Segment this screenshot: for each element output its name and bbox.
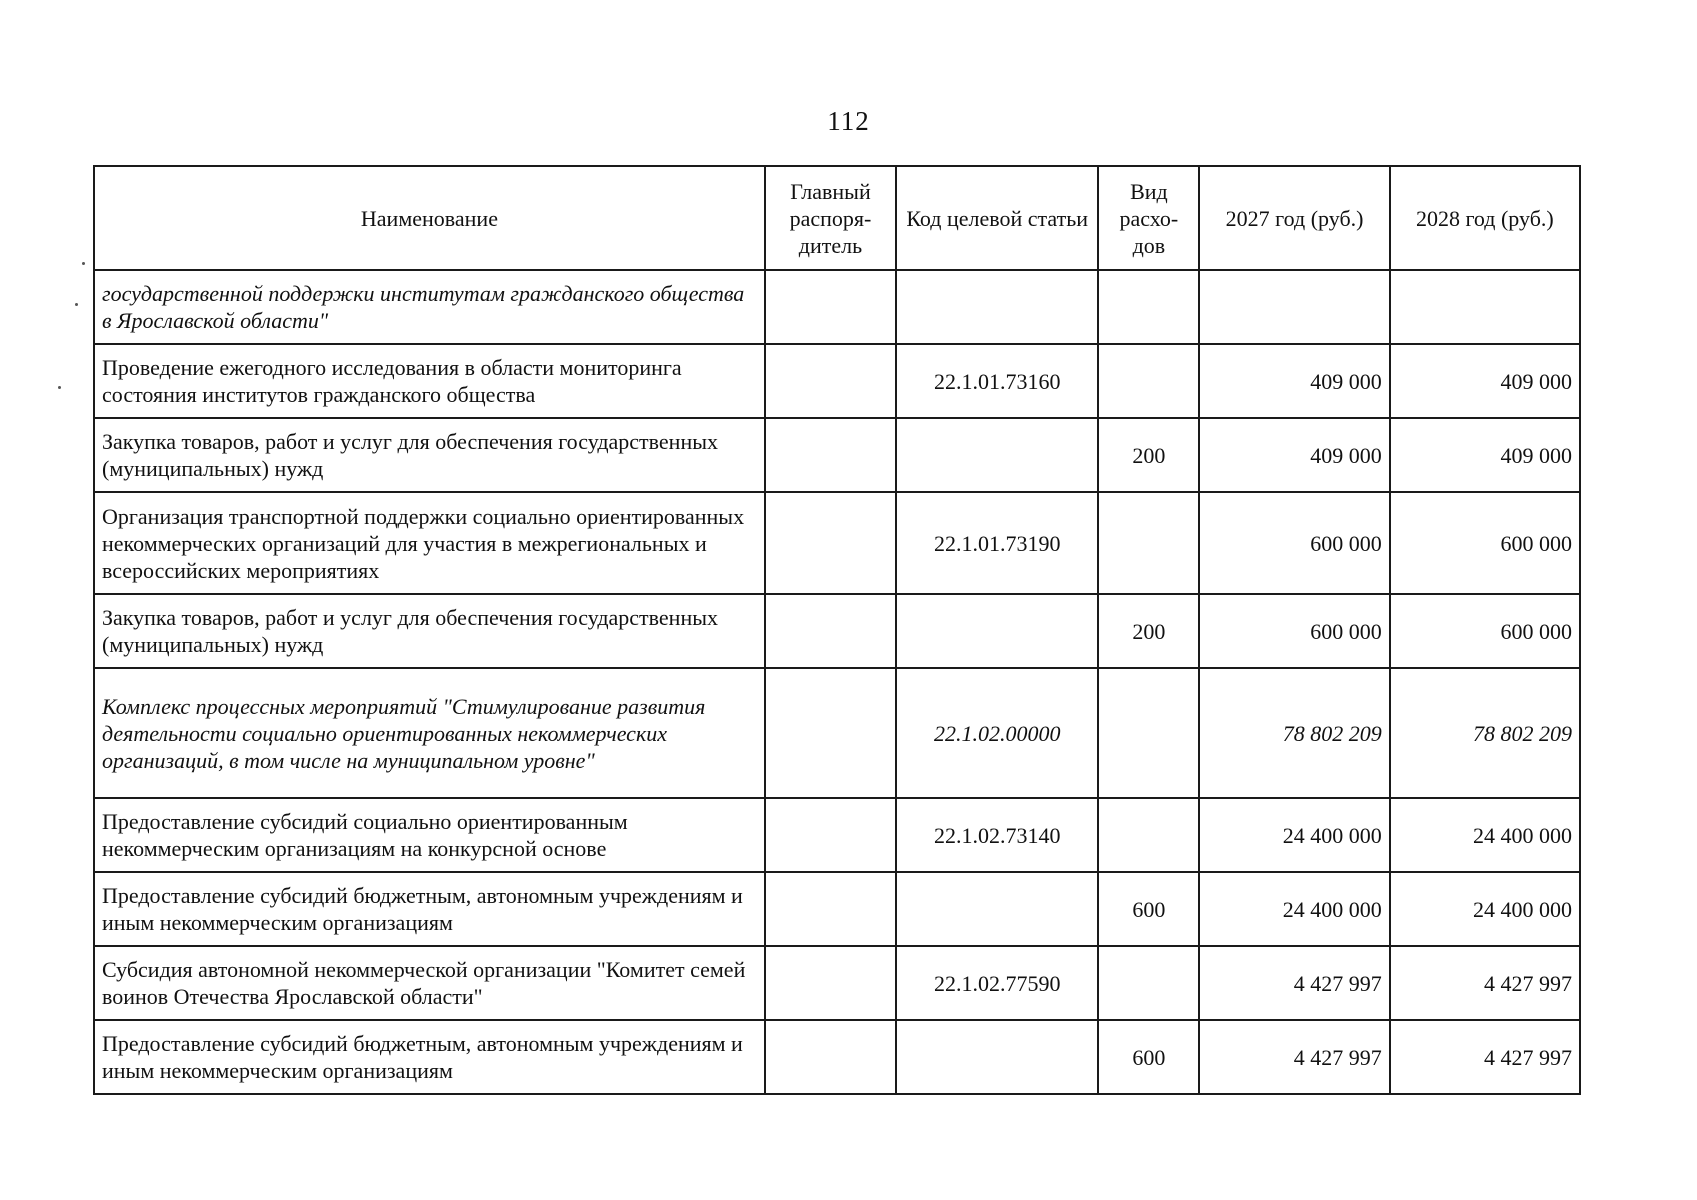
row-code	[896, 270, 1098, 344]
table-row	[94, 1020, 1580, 1094]
page-number: 112	[827, 106, 870, 136]
row-amount-2028: 78 802 209	[1390, 668, 1580, 798]
row-name: Закупка товаров, работ и услуг для обеспечения государственных (муниципальных) нужд	[94, 594, 765, 668]
table-row	[94, 872, 1580, 946]
header-2027: 2027 год (руб.)	[1199, 166, 1389, 270]
row-manager	[765, 344, 896, 418]
row-expense-type	[1098, 492, 1199, 594]
row-name: Предоставление субсидий социально ориентированным некоммерческим организациям на конкурсной основе	[94, 798, 765, 872]
table-row	[94, 270, 1580, 344]
row-code	[896, 872, 1098, 946]
row-expense-type	[1098, 798, 1199, 872]
row-amount-2027: 600 000	[1199, 492, 1389, 594]
row-amount-2027	[1199, 270, 1389, 344]
scan-speck-mark	[75, 303, 78, 306]
row-name: Организация транспортной поддержки социально ориентированных некоммерческих организаций для участия в межрегиональных и всероссийских мероприятиях	[94, 492, 765, 594]
row-name: Закупка товаров, работ и услуг для обеспечения государственных (муниципальных) нужд	[94, 418, 765, 492]
row-manager	[765, 946, 896, 1020]
row-code	[896, 594, 1098, 668]
scan-speck-mark	[58, 386, 61, 389]
row-manager	[765, 492, 896, 594]
row-manager	[765, 270, 896, 344]
row-amount-2028: 409 000	[1390, 344, 1580, 418]
row-amount-2028: 24 400 000	[1390, 872, 1580, 946]
row-name: Предоставление субсидий бюджетным, автономным учреждениям и иным некоммерческим организациям	[94, 872, 765, 946]
header-name: Наименование	[94, 166, 765, 270]
header-manager: Главный распоря-дитель	[765, 166, 896, 270]
row-amount-2027: 600 000	[1199, 594, 1389, 668]
row-code: 22.1.02.73140	[896, 798, 1098, 872]
table-row	[94, 946, 1580, 1020]
row-code: 22.1.02.00000	[896, 668, 1098, 798]
table-row	[94, 418, 1580, 492]
row-manager	[765, 594, 896, 668]
row-code	[896, 1020, 1098, 1094]
row-manager	[765, 668, 896, 798]
row-manager	[765, 1020, 896, 1094]
row-code: 22.1.02.77590	[896, 946, 1098, 1020]
row-expense-type	[1098, 668, 1199, 798]
row-amount-2028: 24 400 000	[1390, 798, 1580, 872]
table-row	[94, 594, 1580, 668]
row-amount-2028: 409 000	[1390, 418, 1580, 492]
table-row	[94, 668, 1580, 798]
budget-table	[93, 165, 1581, 1095]
row-expense-type: 600	[1098, 1020, 1199, 1094]
row-expense-type	[1098, 946, 1199, 1020]
row-amount-2028	[1390, 270, 1580, 344]
row-amount-2027: 4 427 997	[1199, 946, 1389, 1020]
row-expense-type	[1098, 344, 1199, 418]
row-name: Проведение ежегодного исследования в области мониторинга состояния институтов гражданского общества	[94, 344, 765, 418]
row-expense-type: 200	[1098, 418, 1199, 492]
row-amount-2027: 24 400 000	[1199, 872, 1389, 946]
row-expense-type	[1098, 270, 1199, 344]
table-row	[94, 344, 1580, 418]
row-amount-2027: 24 400 000	[1199, 798, 1389, 872]
row-code	[896, 418, 1098, 492]
header-2028: 2028 год (руб.)	[1390, 166, 1580, 270]
row-name: Предоставление субсидий бюджетным, автономным учреждениям и иным некоммерческим организациям	[94, 1020, 765, 1094]
row-name: Субсидия автономной некоммерческой организации "Комитет семей воинов Отечества Ярославской области"	[94, 946, 765, 1020]
row-code: 22.1.01.73160	[896, 344, 1098, 418]
table-header-row	[94, 166, 1580, 270]
row-amount-2027: 4 427 997	[1199, 1020, 1389, 1094]
table-row	[94, 798, 1580, 872]
row-name: Комплекс процессных мероприятий "Стимулирование развития деятельности социально ориентированных некоммерческих организаций, в том числе на муниципальном уровне"	[94, 668, 765, 798]
row-amount-2027: 409 000	[1199, 418, 1389, 492]
row-expense-type: 200	[1098, 594, 1199, 668]
row-amount-2027: 409 000	[1199, 344, 1389, 418]
row-name: государственной поддержки институтам гражданского общества в Ярославской области"	[94, 270, 765, 344]
row-code: 22.1.01.73190	[896, 492, 1098, 594]
header-expense-type: Вид расхо-дов	[1098, 166, 1199, 270]
row-manager	[765, 872, 896, 946]
row-amount-2028: 4 427 997	[1390, 946, 1580, 1020]
table-row	[94, 492, 1580, 594]
row-amount-2028: 600 000	[1390, 492, 1580, 594]
scan-speck-mark	[82, 262, 85, 265]
row-amount-2027: 78 802 209	[1199, 668, 1389, 798]
row-expense-type: 600	[1098, 872, 1199, 946]
row-amount-2028: 4 427 997	[1390, 1020, 1580, 1094]
header-code: Код целевой статьи	[896, 166, 1098, 270]
row-amount-2028: 600 000	[1390, 594, 1580, 668]
row-manager	[765, 418, 896, 492]
row-manager	[765, 798, 896, 872]
